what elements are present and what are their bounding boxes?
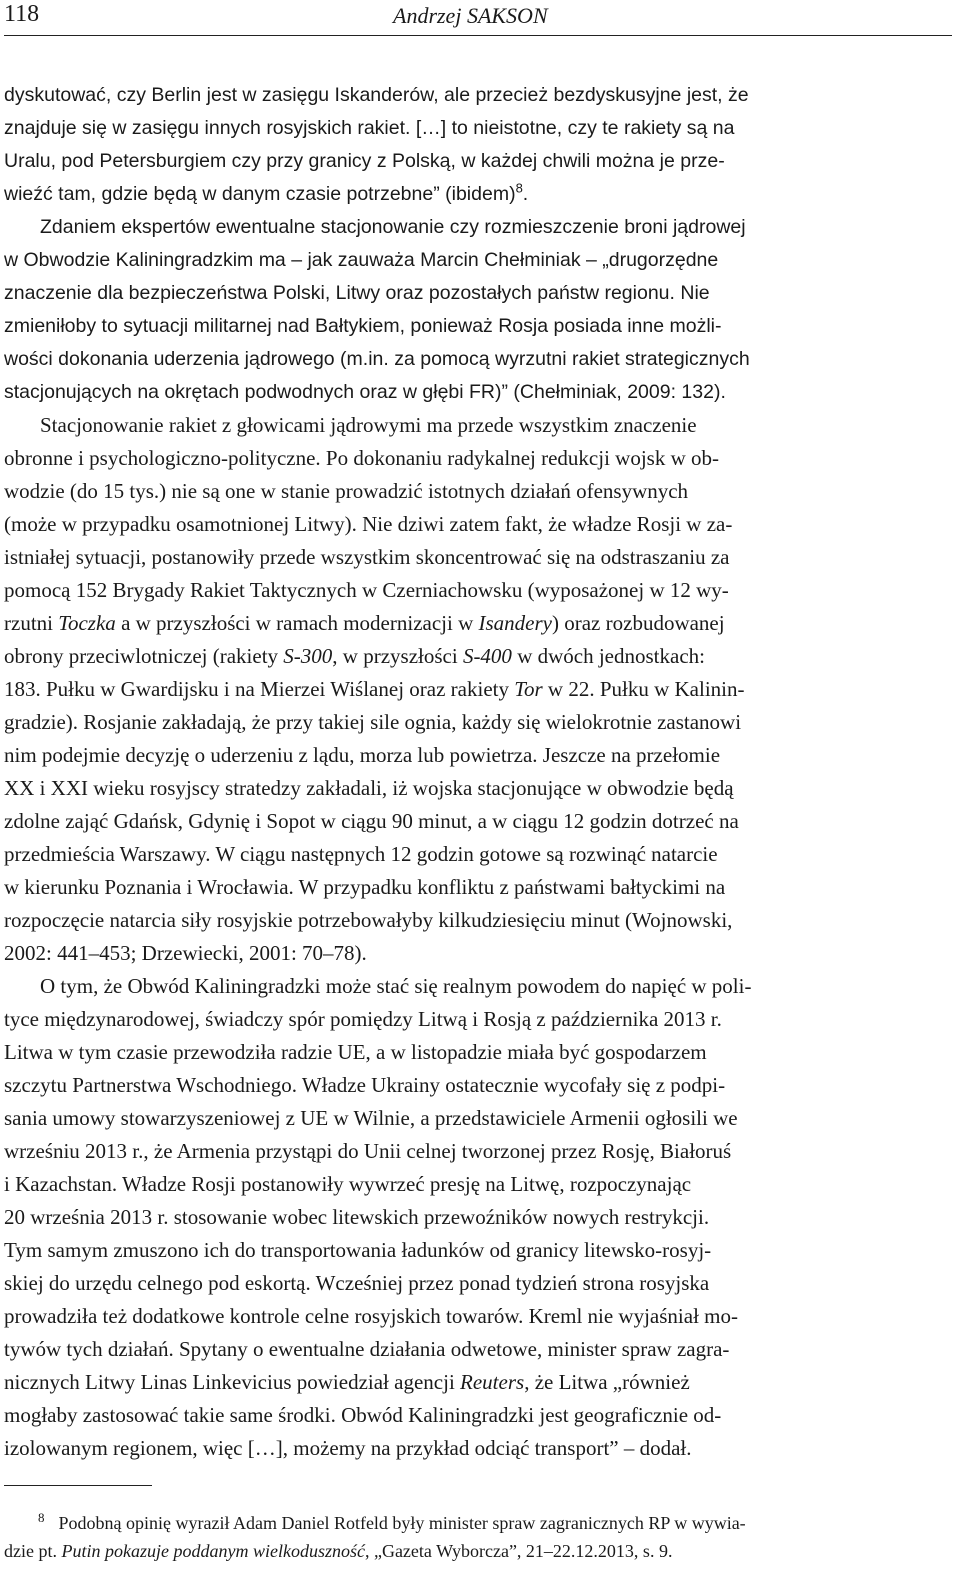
text-line: mogłaby zastosować takie same środki. Obwód Kaliningradzki jest geograficznie od-: [4, 1403, 722, 1427]
text-line: rzutni Toczka a w przyszłości w ramach modernizacji w Isandery) oraz rozbudowanej: [4, 611, 725, 635]
text-line: Litwa w tym czasie przewodziła radzie UE, a w listopadzie miała być gospodarzem: [4, 1040, 707, 1064]
text-line: O tym, że Obwód Kaliningradzki może stać się realnym powodem do napięć w poli-: [40, 974, 752, 998]
footnote-line: dzie pt. Putin pokazuje poddanym wielkoduszność, „Gazeta Wyborcza”, 21–22.12.2013, s. 9.: [4, 1541, 673, 1561]
text-line: Stacjonowanie rakiet z głowicami jądrowymi ma przede wszystkim znaczenie: [40, 413, 697, 437]
text-line: istniałej sytuacji, postanowiły przede wszystkim skoncentrować się na odstraszaniu za: [4, 545, 730, 569]
text-line: wieźć tam, gdzie będą w danym czasie potrzebne” (ibidem)$^8$.: [4, 180, 529, 205]
text-line: tyce międzynarodowej, świadczy spór pomiędzy Litwą i Rosją z października 2013 r.: [4, 1007, 722, 1031]
body-text: [4, 79, 948, 1465]
text-line: przedmieścia Warszawy. W ciągu następnych 12 godzin gotowe są rozwinąć natarcie: [4, 842, 718, 866]
footnote-reference: 8: [515, 180, 523, 196]
text-line: wrześniu 2013 r., że Armenia przystąpi do Unii celnej tworzonej przez Rosję, Białoruś: [4, 1139, 732, 1163]
footnote-marker: 8: [38, 1510, 45, 1525]
footnote-line: $^8$ Podobną opinię wyraził Adam Daniel Rotfeld były minister spraw zagranicznych RP w wywia-: [38, 1510, 746, 1533]
text-line: XX i XXI wieku rosyjscy stratedzy zakładali, iż wojska stacjonujące w obwodzie będą: [4, 776, 734, 800]
text-line: 183. Pułku w Gwardijsku i na Mierzei Wiślanej oraz rakiety Tor w 22. Pułku w Kalinin-: [4, 677, 745, 701]
text-line: 20 września 2013 r. stosowanie wobec litewskich przewoźników nowych restrykcji.: [4, 1205, 710, 1229]
text-line: dyskutować, czy Berlin jest w zasięgu Iskanderów, ale przecież bezdyskusyjne jest, że: [4, 84, 749, 106]
text-line: tywów tych działań. Spytany o ewentualne działania odwetowe, minister spraw zagra-: [4, 1337, 730, 1361]
page-header: [0, 0, 960, 34]
text-line: znaczenie dla bezpieczeństwa Polski, Litwy oraz pozostałych państw regionu. Nie: [4, 282, 710, 304]
text-line: Uralu, pod Petersburgiem czy przy granicy z Polską, w każdej chwili można je prze-: [4, 150, 725, 172]
text-line: (może w przypadku osamotnionej Litwy). Nie dziwi zatem fakt, że władze Rosji w za-: [4, 512, 733, 536]
text-line: obrony przeciwlotniczej (rakiety S-300, w przyszłości S-400 w dwóch jednostkach:: [4, 644, 705, 668]
text-line: skiej do urzędu celnego pod eskortą. Wcześniej przez ponad tydzień strona rosyjska: [4, 1271, 710, 1295]
footnote-article-title: Putin pokazuje poddanym wielkoduszność: [61, 1541, 365, 1561]
text-line: szczytu Partnerstwa Wschodniego. Władze Ukrainy ostatecznie wycofały się z podpi-: [4, 1073, 726, 1097]
text-line: i Kazachstan. Władze Rosji postanowiły wywrzeć presję na Litwę, rozpoczynając: [4, 1172, 692, 1196]
text-line: izolowanym regionem, więc […], możemy na przykład odciąć transport” – dodał.: [4, 1436, 692, 1460]
text-line: stacjonujących na okrętach podwodnych oraz w głębi FR)” (Chełminiak, 2009: 132).: [4, 381, 726, 403]
text-line: znajduje się w zasięgu innych rosyjskich rakiet. […] to nieistotne, czy te rakiety są na: [4, 117, 735, 139]
text-line: w Obwodzie Kaliningradzkim ma – jak zauważa Marcin Chełminiak – „drugorzędne: [4, 249, 719, 271]
text-line: zdolne zająć Gdańsk, Gdynię i Sopot w ciągu 90 minut, a w ciągu 12 godzin dotrzeć na: [4, 809, 739, 833]
footnote: [4, 1509, 948, 1565]
text-line: 2002: 441–453; Drzewiecki, 2001: 70–78).: [4, 941, 367, 965]
text-line: nicznych Litwy Linas Linkevicius powiedział agencji Reuters, że Litwa „również: [4, 1370, 690, 1394]
text-line: wodzie (do 15 tys.) nie są one w stanie prowadzić istotnych działań ofensywnych: [4, 479, 689, 503]
header-rule: [4, 35, 952, 36]
page-number: 118: [4, 1, 40, 27]
text-line: obronne i psychologiczno-polityczne. Po dokonaniu radykalnej redukcji wojsk w ob-: [4, 446, 720, 470]
text-line: gradzie). Rosjanie zakładają, że przy takiej sile ognia, każdy się wielokrotnie zastanowi: [4, 710, 742, 734]
footnote-rule: [4, 1485, 152, 1486]
text-line: w kierunku Poznania i Wrocławia. W przypadku konfliktu z państwami bałtyckimi na: [4, 875, 726, 899]
text-line: wości dokonania uderzenia jądrowego (m.in. za pomocą wyrzutni rakiet strategicznych: [4, 348, 750, 370]
text-line: prowadziła też dodatkowe kontrole celne rosyjskich towarów. Kreml nie wyjaśniał mo-: [4, 1304, 738, 1328]
text-line: pomocą 152 Brygady Rakiet Taktycznych w Czerniachowsku (wyposażonej w 12 wy-: [4, 578, 729, 602]
text-line: zmieniłoby to sytuacji militarnej nad Bałtykiem, ponieważ Rosja posiada inne możli-: [4, 315, 722, 337]
text-line: nim podejmie decyzję o uderzeniu z lądu, morza lub powietrza. Jeszcze na przełomie: [4, 743, 721, 767]
text-line: Zdaniem ekspertów ewentualne stacjonowanie czy rozmieszczenie broni jądrowej: [40, 216, 746, 238]
text-line: rozpoczęcie natarcia siły rosyjskie potrzebowałyby kilkudziesięciu minut (Wojnowski,: [4, 908, 733, 932]
text-line: Tym samym zmuszono ich do transportowania ładunków od granicy litewsko-rosyj-: [4, 1238, 712, 1262]
running-head-author: Andrzej SAKSON: [393, 3, 548, 28]
text-line: sania umowy stowarzyszeniowej z UE w Wilnie, a przedstawiciele Armenii ogłosili we: [4, 1106, 738, 1130]
